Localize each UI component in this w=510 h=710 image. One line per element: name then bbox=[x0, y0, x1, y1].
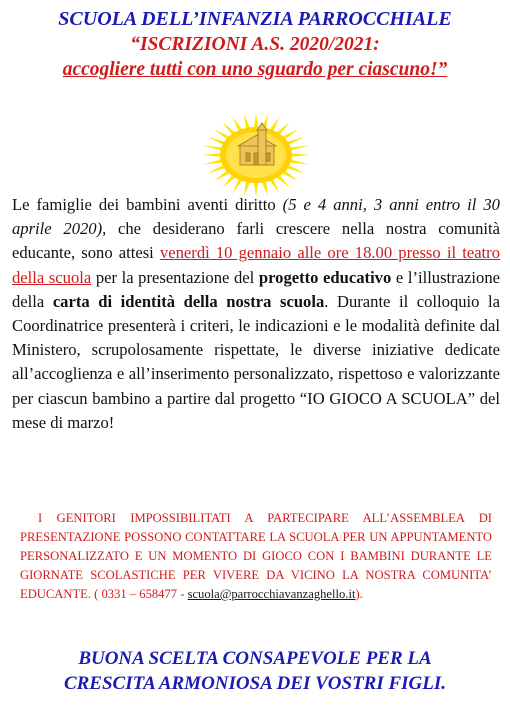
educational-project: progetto educativo bbox=[258, 267, 392, 287]
enrollment-title: “ISCRIZIONI A.S. 2020/2021: bbox=[130, 34, 380, 55]
sun-ray bbox=[290, 153, 310, 157]
closing-line-2: CRESCITA ARMONIOSA DEI VOSTRI FIGLI. bbox=[63, 673, 447, 694]
notice-text: I GENITORI IMPOSSIBILITATI A PARTECIPARE ALL’ASSEMBLEA DI PRESENTAZIONE POSSONO CONTATTARE LA SCUOLA PER UN APPUNTAMENTO PERSONALIZZATO E UN MOMENTO DI GIOCO CON I BAMBINI DURANTE LE GIORNATE SCOLASTICHE PER VIVERE DA VICINO LA NOSTRA COMUNITA’ EDUCANTE. ( 0331 – 658477 - bbox=[20, 511, 492, 601]
age-requirements: (5 e 4 anni, 3 anni entro il 30 aprile 2020), bbox=[12, 195, 500, 239]
motto-subtitle: accogliere tutti con uno sguardo per ciascuno!” bbox=[62, 59, 448, 80]
notice-close: ). bbox=[355, 587, 363, 601]
closing-wish bbox=[0, 646, 510, 696]
closing-line-1: BUONA SCELTA CONSAPEVOLE PER LA bbox=[78, 648, 432, 669]
body-part-5: . Durante il colloquio la Coordinatrice presenterà i criteri, le indicazioni e le modalità definite dal Ministero, scrupolosamente rispettate, le diverse iniziative dedicate all’accoglienza e all’inserimento personalizzato, rispettoso e valorizzante per ciascun bambino a partire dal progetto “IO GIOCO A SCUOLA” del mese di marzo! bbox=[12, 291, 500, 432]
sun-ray bbox=[203, 146, 223, 151]
absent-parents-notice bbox=[20, 509, 492, 604]
sun-ray bbox=[289, 146, 309, 151]
body-intro: Le famiglie dei bambini aventi diritto bbox=[12, 195, 283, 214]
meeting-date-place: venerdì 10 gennaio alle ore 18.00 presso il teatro della scuola bbox=[12, 243, 500, 287]
sun-ray bbox=[203, 159, 223, 164]
school-email-link[interactable]: scuola@parrocchiavanzaghello.it bbox=[187, 587, 356, 601]
invitation-paragraph bbox=[12, 193, 500, 435]
sun-ray bbox=[202, 153, 222, 157]
sun-ray bbox=[254, 113, 259, 129]
school-title: SCUOLA DELL’INFANZIA PARROCCHIALE bbox=[58, 8, 452, 30]
sun-ray bbox=[289, 159, 309, 164]
sun-church-icon bbox=[200, 111, 312, 199]
body-part-3: per la presentazione del bbox=[91, 267, 259, 287]
body-part-2: che desiderano farli crescere nella nostra comunità educante, sono attesi bbox=[12, 219, 500, 263]
school-identity-card: carta di identità della nostra scuola bbox=[52, 291, 325, 311]
body-part-4: e l’illustrazione della bbox=[12, 267, 500, 311]
header bbox=[0, 7, 510, 82]
